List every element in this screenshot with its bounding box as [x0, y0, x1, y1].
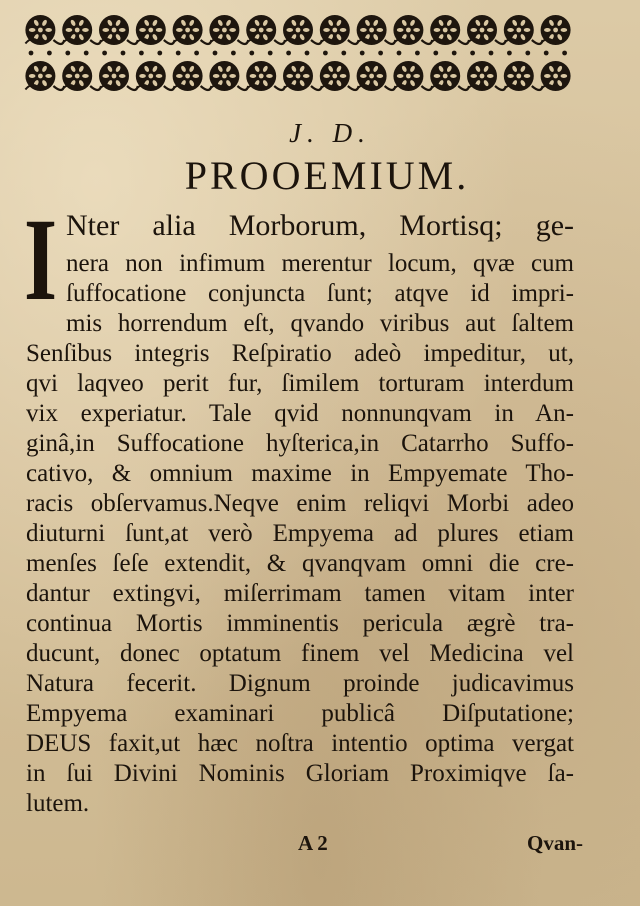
text-line: Senſibus integris Reſpiratio adeò impeditur, ut,	[26, 340, 574, 367]
floral-ornament-icon	[22, 4, 574, 102]
text-line: lutem.	[26, 790, 90, 817]
text-line: vix experiatur. Tale qvid nonnunqvam in An-	[26, 400, 574, 427]
drop-cap-letter: I	[24, 194, 58, 325]
text-line: Nter alia Morborum, Mortisq; ge-	[66, 209, 574, 242]
catchword: Qvan-	[527, 831, 584, 855]
text-line: menſes ſeſe extendit, & qvanqvam omni die cre-	[26, 550, 574, 577]
text-line: Empyema examinari publicâ Diſputatione;	[26, 700, 574, 727]
text-line: Natura fecerit. Dignum proinde judicavimus	[26, 670, 574, 697]
text-line: DEUS faxit,ut hæc noſtra intentio optima vergat	[26, 730, 574, 757]
text-line: nera non infimum merentur locum, qvæ cum	[66, 250, 574, 277]
text-line: dantur extingvi, miſerrimam tamen vitam inter	[26, 580, 574, 607]
text-line: ducunt, donec optatum finem vel Medicina vel	[26, 640, 574, 667]
author-initials: J. D.	[289, 118, 371, 148]
text-line: in ſui Divini Nominis Gloriam Proximiqve ſa-	[26, 760, 574, 787]
floral-ornament-band	[22, 4, 574, 102]
text-line: continua Mortis imminentis pericula ægrè tra-	[26, 610, 574, 637]
text-line: racis obſervamus.Neqve enim reliqvi Morbi adeo	[26, 490, 574, 517]
text-line: ſuffocatione conjuncta ſunt; atqve id impri-	[66, 280, 574, 307]
text-line: ginâ,in Suffocatione hyſterica,in Catarrho Suffo-	[26, 430, 574, 457]
text-line: mis horrendum eſt, qvando viribus aut ſaltem	[66, 310, 574, 337]
signature-mark: A 2	[298, 831, 328, 855]
text-line: qvi laqveo perit fur, ſimilem torturam interdum	[26, 370, 574, 397]
text-line: diuturni ſunt,at verò Empyema ad plures etiam	[26, 520, 574, 547]
page-title: PROOEMIUM.	[184, 153, 470, 198]
text-line: cativo, & omnium maxime in Empyemate Tho-	[26, 460, 574, 487]
